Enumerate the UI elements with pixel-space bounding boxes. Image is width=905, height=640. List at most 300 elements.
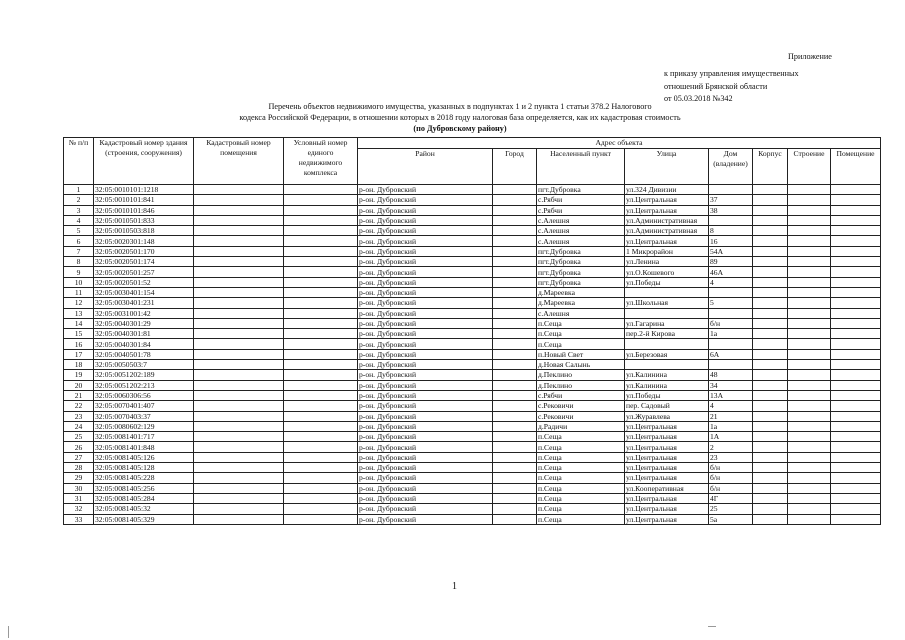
table-row (64, 463, 881, 473)
row-cadastral-number: 32:05:0081405:256 (94, 483, 194, 493)
row-conditional-number (284, 370, 358, 380)
row-stroenie (788, 318, 831, 328)
row-locality: п.Сеща (537, 442, 625, 452)
row-house (709, 287, 753, 297)
row-korpus (753, 267, 788, 277)
row-number: 3 (64, 205, 94, 215)
row-locality: с.Алешня (537, 236, 625, 246)
row-conditional-number (284, 339, 358, 349)
row-district: р-он. Дубровский (358, 329, 493, 339)
row-street: ул.Центральная (625, 236, 709, 246)
row-korpus (753, 195, 788, 205)
row-street: ул.Победы (625, 390, 709, 400)
row-stroenie (788, 267, 831, 277)
row-cadastral-number: 32:05:0020301:148 (94, 236, 194, 246)
row-house: 48 (709, 370, 753, 380)
row-korpus (753, 463, 788, 473)
row-cadastral-room (194, 473, 284, 483)
row-korpus (753, 452, 788, 462)
row-conditional-number (284, 298, 358, 308)
row-stroenie (788, 339, 831, 349)
row-number: 7 (64, 246, 94, 256)
row-locality: п.Сеща (537, 339, 625, 349)
row-pomeshchenie (831, 504, 881, 514)
row-locality: п.Сеща (537, 318, 625, 328)
row-city (493, 493, 537, 503)
row-pomeshchenie (831, 185, 881, 195)
row-street: ул.Калинина (625, 380, 709, 390)
row-stroenie (788, 246, 831, 256)
row-stroenie (788, 205, 831, 215)
row-number: 16 (64, 339, 94, 349)
row-korpus (753, 504, 788, 514)
row-cadastral-room (194, 442, 284, 452)
row-city (493, 339, 537, 349)
row-cadastral-number: 32:05:0010101:1218 (94, 185, 194, 195)
row-korpus (753, 442, 788, 452)
row-cadastral-number: 32:05:0020501:257 (94, 267, 194, 277)
row-locality: п.Сеща (537, 432, 625, 442)
row-cadastral-number: 32:05:0020501:174 (94, 257, 194, 267)
row-pomeshchenie (831, 205, 881, 215)
table-row (64, 349, 881, 359)
row-street: ул.Центральная (625, 473, 709, 483)
row-cadastral-room (194, 246, 284, 256)
row-conditional-number (284, 390, 358, 400)
row-cadastral-number: 32:05:0030401:231 (94, 298, 194, 308)
header-order: к приказу управления имущественных (664, 69, 799, 78)
row-conditional-number (284, 411, 358, 421)
row-city (493, 390, 537, 400)
table-row (64, 205, 881, 215)
row-city (493, 514, 537, 524)
row-conditional-number (284, 226, 358, 236)
row-pomeshchenie (831, 493, 881, 503)
row-stroenie (788, 463, 831, 473)
row-house: 23 (709, 452, 753, 462)
row-city (493, 401, 537, 411)
row-street: ул.Центральная (625, 442, 709, 452)
row-locality: п.Сеща (537, 452, 625, 462)
row-district: р-он. Дубровский (358, 226, 493, 236)
row-locality: пгт.Дубровка (537, 277, 625, 287)
row-house: 34 (709, 380, 753, 390)
scan-mark-bottom (708, 626, 716, 627)
row-district: р-он. Дубровский (358, 483, 493, 493)
row-cadastral-room (194, 452, 284, 462)
row-conditional-number (284, 195, 358, 205)
row-district: р-он. Дубровский (358, 298, 493, 308)
row-pomeshchenie (831, 339, 881, 349)
table-row (64, 298, 881, 308)
row-house: 21 (709, 411, 753, 421)
row-house: б/н (709, 483, 753, 493)
row-stroenie (788, 411, 831, 421)
row-house: 1а (709, 329, 753, 339)
row-locality: с.Алешня (537, 215, 625, 225)
row-locality: пгт.Дубровка (537, 257, 625, 267)
row-number: 20 (64, 380, 94, 390)
row-district: р-он. Дубровский (358, 205, 493, 215)
row-cadastral-number: 32:05:0020501:52 (94, 277, 194, 287)
table-row (64, 236, 881, 246)
row-conditional-number (284, 277, 358, 287)
table-row (64, 442, 881, 452)
table-row (64, 215, 881, 225)
row-house: 38 (709, 205, 753, 215)
row-pomeshchenie (831, 411, 881, 421)
table-row (64, 277, 881, 287)
row-stroenie (788, 298, 831, 308)
row-cadastral-room (194, 185, 284, 195)
row-number: 32 (64, 504, 94, 514)
table-row (64, 432, 881, 442)
col-city: Город (493, 149, 537, 185)
row-cadastral-number: 32:05:0081401:848 (94, 442, 194, 452)
table-row (64, 452, 881, 462)
row-pomeshchenie (831, 390, 881, 400)
row-street: ул.О.Кошевого (625, 267, 709, 277)
row-cadastral-room (194, 370, 284, 380)
row-korpus (753, 308, 788, 318)
row-pomeshchenie (831, 277, 881, 287)
row-stroenie (788, 442, 831, 452)
table-body (64, 185, 881, 525)
header-authority: отношений Брянской области (664, 82, 768, 91)
row-number: 24 (64, 421, 94, 431)
row-locality: д.Радичи (537, 421, 625, 431)
row-district: р-он. Дубровский (358, 236, 493, 246)
row-korpus (753, 411, 788, 421)
row-conditional-number (284, 432, 358, 442)
row-street: ул.Березовая (625, 349, 709, 359)
row-cadastral-number: 32:05:0051202:213 (94, 380, 194, 390)
row-district: р-он. Дубровский (358, 339, 493, 349)
col-number: № п/п (64, 138, 94, 185)
row-stroenie (788, 287, 831, 297)
row-number: 14 (64, 318, 94, 328)
row-district: р-он. Дубровский (358, 473, 493, 483)
row-city (493, 463, 537, 473)
row-conditional-number (284, 421, 358, 431)
row-street: ул.Калинина (625, 370, 709, 380)
row-house: 54А (709, 246, 753, 256)
row-locality: д.Пеклино (537, 380, 625, 390)
row-pomeshchenie (831, 215, 881, 225)
row-stroenie (788, 401, 831, 411)
row-conditional-number (284, 483, 358, 493)
row-pomeshchenie (831, 298, 881, 308)
col-street: Улица (625, 149, 709, 185)
row-city (493, 267, 537, 277)
row-house: 4Г (709, 493, 753, 503)
row-cadastral-number: 32:05:0081401:717 (94, 432, 194, 442)
row-number: 22 (64, 401, 94, 411)
row-cadastral-number: 32:05:0010503:818 (94, 226, 194, 236)
row-cadastral-number: 32:05:0040301:81 (94, 329, 194, 339)
row-conditional-number (284, 380, 358, 390)
row-district: р-он. Дубровский (358, 360, 493, 370)
row-korpus (753, 226, 788, 236)
row-pomeshchenie (831, 360, 881, 370)
table-row (64, 195, 881, 205)
row-number: 10 (64, 277, 94, 287)
row-street: ул.Центральная (625, 514, 709, 524)
row-cadastral-room (194, 339, 284, 349)
row-house: 1а (709, 421, 753, 431)
row-city (493, 236, 537, 246)
row-cadastral-number: 32:05:0070401:407 (94, 401, 194, 411)
row-district: р-он. Дубровский (358, 390, 493, 400)
row-district: р-он. Дубровский (358, 411, 493, 421)
row-conditional-number (284, 205, 358, 215)
row-pomeshchenie (831, 308, 881, 318)
row-number: 31 (64, 493, 94, 503)
row-locality: п.Сеща (537, 514, 625, 524)
row-district: р-он. Дубровский (358, 195, 493, 205)
table-row (64, 401, 881, 411)
row-district: р-он. Дубровский (358, 246, 493, 256)
row-pomeshchenie (831, 267, 881, 277)
row-city (493, 308, 537, 318)
row-cadastral-room (194, 493, 284, 503)
row-district: р-он. Дубровский (358, 421, 493, 431)
row-street: ул.Кооперативная (625, 483, 709, 493)
row-cadastral-room (194, 287, 284, 297)
row-conditional-number (284, 401, 358, 411)
title-line-2: кодекса Российской Федерации, в отношении которых в 2018 году налоговая база определяется, как их кадастровая стоимость (239, 113, 681, 122)
table-row (64, 390, 881, 400)
row-district: р-он. Дубровский (358, 185, 493, 195)
row-street: ул.Центральная (625, 493, 709, 503)
row-korpus (753, 432, 788, 442)
row-locality: д.Пеклино (537, 370, 625, 380)
row-korpus (753, 185, 788, 195)
row-house (709, 360, 753, 370)
row-number: 21 (64, 390, 94, 400)
row-cadastral-number: 32:05:0040501:78 (94, 349, 194, 359)
table-row (64, 360, 881, 370)
table-row (64, 370, 881, 380)
row-cadastral-room (194, 267, 284, 277)
row-stroenie (788, 185, 831, 195)
row-conditional-number (284, 185, 358, 195)
row-cadastral-number: 32:05:0081405:329 (94, 514, 194, 524)
row-number: 1 (64, 185, 94, 195)
row-house (709, 308, 753, 318)
row-cadastral-room (194, 380, 284, 390)
row-house: б/н (709, 463, 753, 473)
row-cadastral-room (194, 298, 284, 308)
row-locality: п.Сеща (537, 329, 625, 339)
row-city (493, 226, 537, 236)
row-district: р-он. Дубровский (358, 308, 493, 318)
row-pomeshchenie (831, 195, 881, 205)
row-pomeshchenie (831, 380, 881, 390)
row-number: 23 (64, 411, 94, 421)
row-pomeshchenie (831, 329, 881, 339)
row-street: ул.Административная (625, 226, 709, 236)
row-city (493, 349, 537, 359)
row-locality: п.Сеща (537, 463, 625, 473)
row-house (709, 185, 753, 195)
row-number: 19 (64, 370, 94, 380)
row-number: 12 (64, 298, 94, 308)
row-cadastral-room (194, 483, 284, 493)
row-locality: п.Сеща (537, 504, 625, 514)
row-cadastral-room (194, 205, 284, 215)
col-cadastral-building: Кадастровый номер здания (строения, сооружения) (94, 138, 194, 185)
row-street: ул.Центральная (625, 452, 709, 462)
row-district: р-он. Дубровский (358, 463, 493, 473)
row-cadastral-room (194, 432, 284, 442)
row-stroenie (788, 277, 831, 287)
row-cadastral-number: 32:05:0081405:284 (94, 493, 194, 503)
row-city (493, 411, 537, 421)
row-city (493, 298, 537, 308)
row-cadastral-room (194, 215, 284, 225)
row-locality: п.Сеща (537, 493, 625, 503)
page-number: 1 (452, 581, 457, 592)
row-city (493, 246, 537, 256)
row-pomeshchenie (831, 349, 881, 359)
row-korpus (753, 246, 788, 256)
row-city (493, 318, 537, 328)
row-house: 2 (709, 442, 753, 452)
col-conditional-number: Условный номер единого недвижимого комплекса (284, 138, 358, 185)
col-pomeshchenie: Помещение (831, 149, 881, 185)
row-korpus (753, 360, 788, 370)
row-stroenie (788, 349, 831, 359)
row-street (625, 308, 709, 318)
row-pomeshchenie (831, 463, 881, 473)
row-city (493, 380, 537, 390)
col-house: Дом (владение) (709, 149, 753, 185)
row-number: 2 (64, 195, 94, 205)
row-cadastral-room (194, 236, 284, 246)
header-date: от 05.03.2018 №342 (664, 94, 733, 103)
row-city (493, 257, 537, 267)
table-row (64, 308, 881, 318)
table-row (64, 246, 881, 256)
table-row (64, 185, 881, 195)
row-street: ул.324 Дивизии (625, 185, 709, 195)
row-locality: п.Сеща (537, 483, 625, 493)
table-row (64, 473, 881, 483)
row-pomeshchenie (831, 257, 881, 267)
table-row (64, 339, 881, 349)
row-street: ул.Центральная (625, 463, 709, 473)
row-district: р-он. Дубровский (358, 349, 493, 359)
row-number: 28 (64, 463, 94, 473)
row-locality: с.Рековичи (537, 411, 625, 421)
row-number: 27 (64, 452, 94, 462)
row-locality: с.Рябчи (537, 195, 625, 205)
row-city (493, 205, 537, 215)
row-korpus (753, 473, 788, 483)
row-stroenie (788, 195, 831, 205)
row-cadastral-number: 32:05:0081405:228 (94, 473, 194, 483)
row-district: р-он. Дубровский (358, 504, 493, 514)
row-conditional-number (284, 329, 358, 339)
table-row (64, 504, 881, 514)
row-district: р-он. Дубровский (358, 277, 493, 287)
row-stroenie (788, 226, 831, 236)
row-conditional-number (284, 257, 358, 267)
row-korpus (753, 318, 788, 328)
row-korpus (753, 257, 788, 267)
row-korpus (753, 401, 788, 411)
row-street: ул.Гагарина (625, 318, 709, 328)
row-cadastral-room (194, 257, 284, 267)
row-cadastral-room (194, 421, 284, 431)
row-korpus (753, 370, 788, 380)
row-pomeshchenie (831, 473, 881, 483)
row-house: 46А (709, 267, 753, 277)
row-cadastral-number: 32:05:0010501:833 (94, 215, 194, 225)
row-street: пер. Садовый (625, 401, 709, 411)
row-number: 4 (64, 215, 94, 225)
row-locality: пгт.Дубровка (537, 185, 625, 195)
row-pomeshchenie (831, 421, 881, 431)
row-cadastral-number: 32:05:0051202:189 (94, 370, 194, 380)
row-house: б/н (709, 318, 753, 328)
row-korpus (753, 339, 788, 349)
row-number: 8 (64, 257, 94, 267)
row-city (493, 442, 537, 452)
row-locality: с.Алешня (537, 308, 625, 318)
row-number: 6 (64, 236, 94, 246)
row-cadastral-number: 32:05:0081405:126 (94, 452, 194, 462)
row-number: 15 (64, 329, 94, 339)
row-city (493, 473, 537, 483)
row-cadastral-number: 32:05:0030401:154 (94, 287, 194, 297)
row-conditional-number (284, 215, 358, 225)
row-stroenie (788, 257, 831, 267)
row-korpus (753, 380, 788, 390)
row-stroenie (788, 360, 831, 370)
row-house (709, 339, 753, 349)
row-stroenie (788, 473, 831, 483)
table-row (64, 421, 881, 431)
row-cadastral-number: 32:05:0031001:42 (94, 308, 194, 318)
table-row (64, 287, 881, 297)
row-district: р-он. Дубровский (358, 318, 493, 328)
row-house: б/н (709, 473, 753, 483)
row-conditional-number (284, 236, 358, 246)
document-title (195, 101, 725, 134)
row-stroenie (788, 452, 831, 462)
table-row (64, 514, 881, 524)
row-stroenie (788, 432, 831, 442)
row-conditional-number (284, 514, 358, 524)
row-street: ул.Школьная (625, 298, 709, 308)
row-conditional-number (284, 349, 358, 359)
row-city (493, 432, 537, 442)
row-house: 89 (709, 257, 753, 267)
row-conditional-number (284, 267, 358, 277)
row-street: ул.Центральная (625, 504, 709, 514)
row-district: р-он. Дубровский (358, 380, 493, 390)
col-stroenie: Строение (788, 149, 831, 185)
row-city (493, 277, 537, 287)
col-address-group: Адрес объекта (358, 138, 881, 149)
row-cadastral-number: 32:05:0020501:170 (94, 246, 194, 256)
row-stroenie (788, 483, 831, 493)
row-city (493, 195, 537, 205)
row-city (493, 421, 537, 431)
row-cadastral-number: 32:05:0080602:129 (94, 421, 194, 431)
